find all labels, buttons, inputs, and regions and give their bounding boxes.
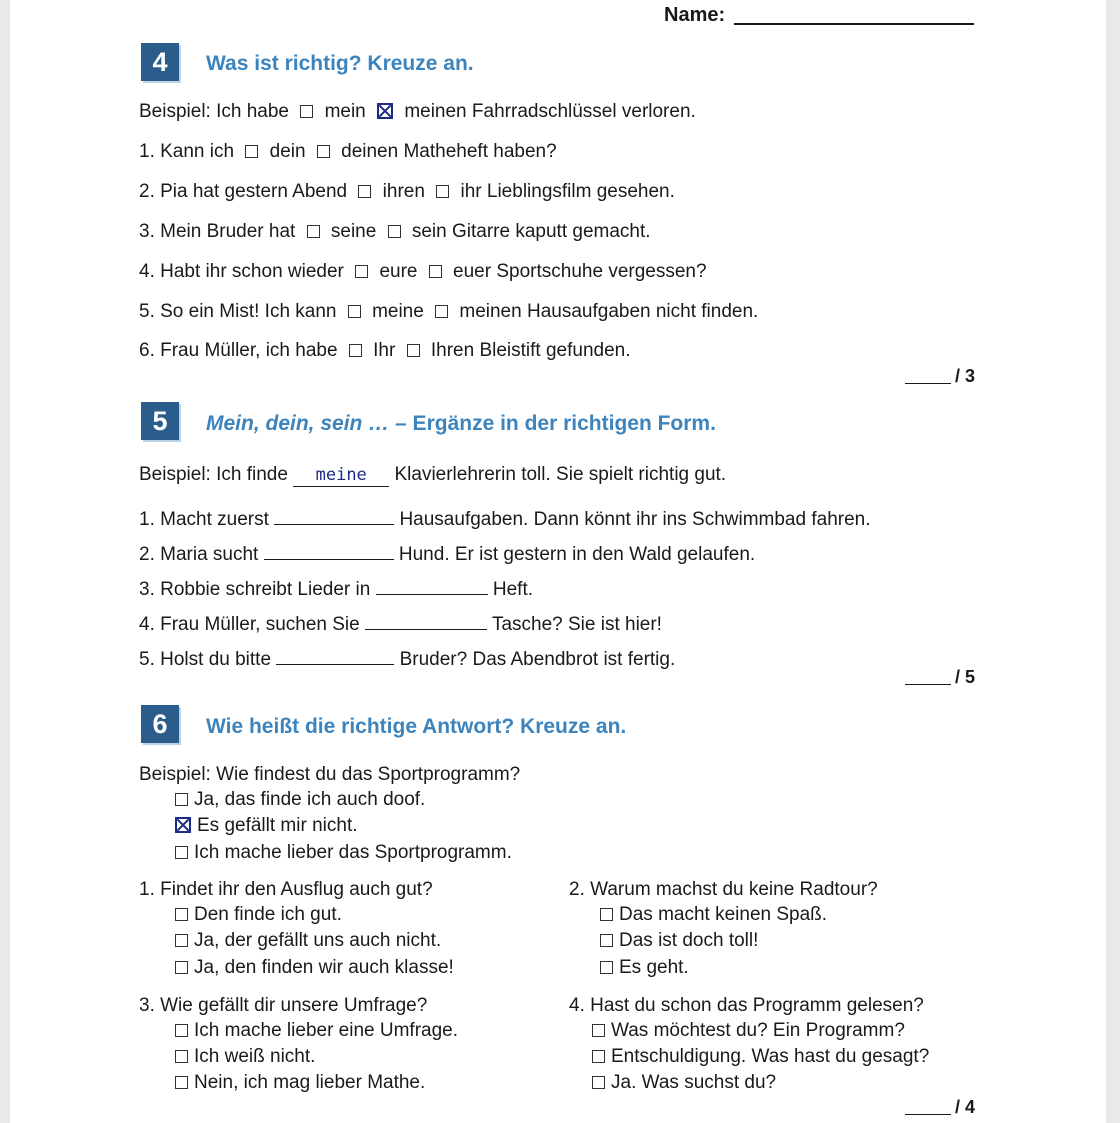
option-label: meinen: [459, 301, 522, 322]
checkbox[interactable]: [407, 344, 420, 357]
exercise-6-question: 3. Wie gefällt dir unsere Umfrage?: [139, 995, 428, 1016]
exercise-5-badge: 5: [141, 402, 179, 440]
item-after: Gitarre kaputt gemacht.: [452, 221, 651, 242]
answer-option: [592, 1046, 929, 1068]
item-after: Lieblingsfilm gesehen.: [486, 181, 675, 202]
option-label: meinen: [404, 101, 467, 122]
exercise-4-item: [139, 181, 675, 203]
item-after: Heft.: [492, 579, 533, 600]
option-label: ihr: [460, 181, 482, 202]
answer-option: [175, 904, 342, 926]
answer-blank[interactable]: [264, 539, 394, 560]
exercise-5-item: [139, 539, 755, 566]
item-after: Hund. Er ist gestern in den Wald gelaufen.: [398, 544, 756, 565]
exercise-4-item: [139, 301, 758, 323]
answer-option: [175, 957, 454, 979]
checkbox[interactable]: [300, 105, 313, 118]
title-rest: – Ergänze in der richtigen Form.: [395, 412, 716, 435]
exercise-4-item: [139, 261, 707, 283]
option-label: Ich weiß nicht.: [194, 1046, 316, 1067]
exercise-6-question: 2. Warum machst du keine Radtour?: [569, 879, 878, 900]
option-label: Ja, den finden wir auch klasse!: [194, 957, 454, 978]
checkbox[interactable]: [435, 305, 448, 318]
exercise-6-question: 1. Findet ihr den Ausflug auch gut?: [139, 879, 433, 900]
option-label: meine: [372, 301, 424, 322]
item-after: Tasche? Sie ist hier!: [491, 614, 662, 635]
item-before: 5. Holst du bitte: [139, 649, 272, 670]
checkbox[interactable]: [592, 1024, 605, 1037]
checkbox[interactable]: [175, 1050, 188, 1063]
option-label: Ihr: [373, 340, 396, 361]
item-before: 1. Macht zuerst: [139, 509, 269, 530]
option-label: euer: [453, 261, 492, 282]
answer-blank[interactable]: [365, 609, 487, 630]
option-label: Ja. Was suchst du?: [611, 1072, 777, 1093]
score-total: / 5: [955, 667, 976, 687]
item-after: Bleistift gefunden.: [479, 340, 631, 361]
checkbox[interactable]: [355, 265, 368, 278]
score-blank[interactable]: [905, 367, 951, 384]
checkbox[interactable]: [600, 934, 613, 947]
name-field-line[interactable]: [734, 23, 974, 25]
checkbox[interactable]: [317, 145, 330, 158]
checkbox[interactable]: [175, 934, 188, 947]
option-label: sein: [411, 221, 447, 242]
exercise-5-example: [139, 464, 726, 487]
exercise-4-item: [139, 141, 557, 163]
item-before: 5. So ein Mist! Ich kann: [139, 301, 337, 322]
item-before: 1. Kann ich: [139, 141, 235, 162]
exercise-4-example: [139, 101, 696, 123]
exercise-6-title: Wie heißt die richtige Antwort? Kreuze an.: [206, 715, 627, 738]
exercise-6-score: [905, 1097, 975, 1118]
option-label: Es gefällt mir nicht.: [197, 815, 358, 836]
option-label: Ja, der gefällt uns auch nicht.: [194, 930, 442, 951]
example-after: Fahrradschlüssel verloren.: [471, 101, 696, 122]
option-label: deinen: [341, 141, 399, 162]
checkbox[interactable]: [307, 225, 320, 238]
answer-option: [175, 930, 441, 952]
exercise-4-item: [139, 340, 631, 362]
checkbox[interactable]: [388, 225, 401, 238]
answer-blank[interactable]: [376, 574, 488, 595]
item-before: 2. Pia hat gestern Abend: [139, 181, 348, 202]
option-label: seine: [330, 221, 377, 242]
exercise-4-score: [905, 366, 975, 387]
option-label: dein: [269, 141, 306, 162]
checkbox[interactable]: [175, 961, 188, 974]
item-after: Hausaufgaben. Dann könnt ihr ins Schwimmbad fahren.: [399, 509, 871, 530]
exercise-6-badge: 6: [141, 705, 179, 743]
answer-blank[interactable]: [274, 504, 394, 525]
checkbox-checked[interactable]: [175, 817, 191, 833]
option-label: Ihren: [430, 340, 475, 361]
option-label: Den finde ich gut.: [194, 904, 342, 925]
answer-option: [600, 957, 689, 979]
answer-option: [175, 1072, 425, 1094]
checkbox[interactable]: [429, 265, 442, 278]
checkbox[interactable]: [592, 1076, 605, 1089]
item-after: Sportschuhe vergessen?: [496, 261, 707, 282]
item-before: 3. Mein Bruder hat: [139, 221, 296, 242]
exercise-5-title: [206, 412, 716, 436]
option-label: Das macht keinen Spaß.: [619, 904, 828, 925]
option-label: Was möchtest du? Ein Programm?: [611, 1020, 905, 1041]
checkbox[interactable]: [436, 185, 449, 198]
option-label: Ich mache lieber eine Umfrage.: [194, 1020, 459, 1041]
exercise-6-example-question: Beispiel: Wie findest du das Sportprogramm?: [139, 764, 521, 785]
checkbox[interactable]: [349, 344, 362, 357]
answer-option: [592, 1072, 776, 1094]
option-label: ihren: [382, 181, 425, 202]
score-blank[interactable]: [905, 668, 951, 685]
checkbox[interactable]: [175, 1024, 188, 1037]
name-label: Name:: [664, 4, 726, 26]
example-after: Klavierlehrerin toll. Sie spielt richtig gut.: [394, 464, 727, 485]
option-label: Es geht.: [619, 957, 689, 978]
checkbox[interactable]: [175, 1076, 188, 1089]
option-label: mein: [324, 101, 366, 122]
answer-blank[interactable]: [276, 644, 394, 665]
item-before: 4. Frau Müller, suchen Sie: [139, 614, 360, 635]
worksheet-page: [10, 0, 1106, 1123]
item-before: 4. Habt ihr schon wieder: [139, 261, 344, 282]
answer-option: [592, 1020, 905, 1042]
example-option: [175, 815, 358, 837]
exercise-6-question: 4. Hast du schon das Programm gelesen?: [569, 995, 924, 1016]
answer-option: [600, 930, 758, 952]
item-before: 2. Maria sucht: [139, 544, 259, 565]
option-label: Das ist doch toll!: [619, 930, 759, 951]
option-label: Ich mache lieber das Sportprogramm.: [194, 842, 512, 863]
item-after: Hausaufgaben nicht finden.: [526, 301, 759, 322]
item-after: Bruder? Das Abendbrot ist fertig.: [399, 649, 676, 670]
exercise-5-item: [139, 609, 662, 636]
example-answer: meine: [293, 464, 389, 487]
checkbox[interactable]: [175, 846, 188, 859]
answer-option: [175, 1020, 458, 1042]
option-label: eure: [379, 261, 418, 282]
example-before: Beispiel: Ich finde: [139, 464, 288, 485]
example-before: Beispiel: Ich habe: [139, 101, 289, 122]
checkbox[interactable]: [600, 908, 613, 921]
checkbox[interactable]: [175, 793, 188, 806]
exercise-5-item: [139, 644, 675, 671]
option-label: Nein, ich mag lieber Mathe.: [194, 1072, 426, 1093]
item-before: 6. Frau Müller, ich habe: [139, 340, 338, 361]
checkbox[interactable]: [592, 1050, 605, 1063]
exercise-5-item: [139, 504, 871, 531]
checkbox[interactable]: [358, 185, 371, 198]
exercise-5-score: [905, 667, 975, 688]
score-blank[interactable]: [905, 1098, 951, 1115]
checkbox[interactable]: [348, 305, 361, 318]
checkbox[interactable]: [175, 908, 188, 921]
score-total: / 3: [955, 366, 976, 386]
checkbox[interactable]: [245, 145, 258, 158]
option-label: Entschuldigung. Was hast du gesagt?: [611, 1046, 930, 1067]
answer-option: [175, 1046, 315, 1068]
example-option: [175, 789, 425, 811]
score-total: / 4: [955, 1097, 976, 1117]
exercise-4-badge: 4: [141, 43, 179, 81]
checkbox[interactable]: [600, 961, 613, 974]
checkbox-checked[interactable]: [377, 103, 393, 119]
title-italic: Mein, dein, sein …: [206, 412, 390, 435]
item-after: Matheheft haben?: [403, 141, 557, 162]
example-option: [175, 842, 512, 864]
option-label: Ja, das finde ich auch doof.: [194, 789, 426, 810]
exercise-4-item: [139, 221, 651, 243]
exercise-5-item: [139, 574, 533, 601]
answer-option: [600, 904, 827, 926]
exercise-4-title: Was ist richtig? Kreuze an.: [206, 52, 474, 75]
item-before: 3. Robbie schreibt Lieder in: [139, 579, 371, 600]
